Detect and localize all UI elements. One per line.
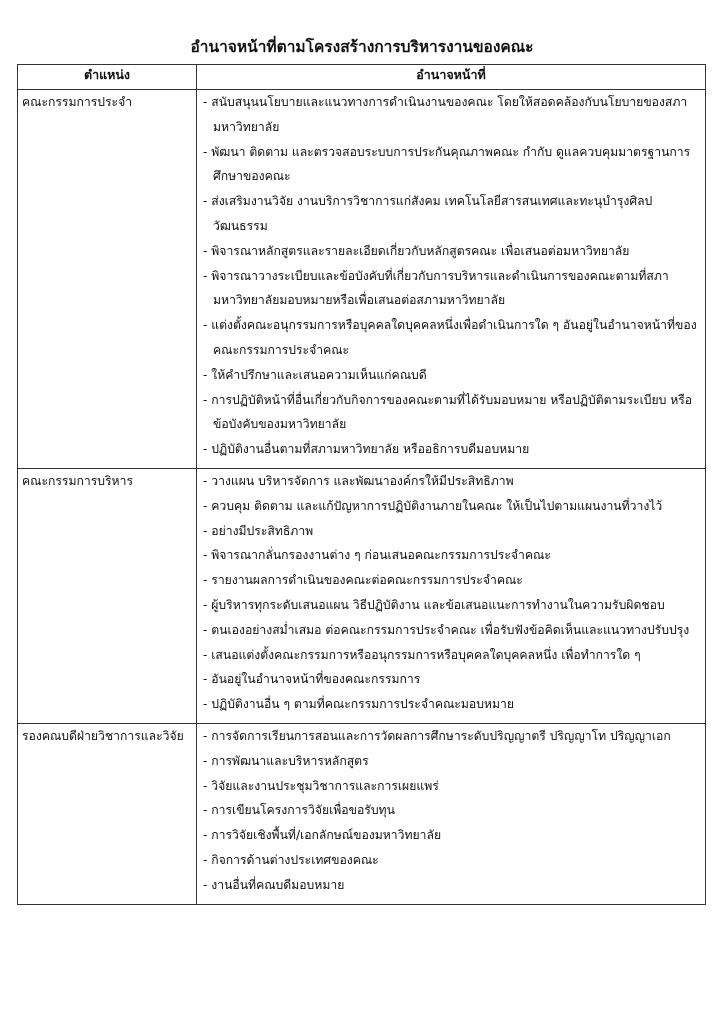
document-title: อำนาจหน้าที่ตามโครงสร้างการบริหารงานของคณะ <box>190 38 534 56</box>
header-duties: อำนาจหน้าที่ <box>197 65 706 90</box>
position-cell: รองคณบดีฝ่ายวิชาการและวิจัย <box>18 723 197 904</box>
table-row <box>18 468 706 723</box>
duty-item: - อันอยู่ในอำนาจหน้าที่ของคณะกรรมการ <box>203 672 421 687</box>
duties-table <box>17 64 706 905</box>
table-row <box>18 90 706 469</box>
duty-item: - ตนเองอย่างสม่ำเสมอ ต่อคณะกรรมการประจำคณะ เพื่อรับฟังข้อคิดเห็นและแนวทางปรับปรุง <box>203 622 690 637</box>
duty-item: - พิจารณาหลักสูตรและรายละเอียดเกี่ยวกับหลักสูตรคณะ เพื่อเสนอต่อมหาวิทยาลัย <box>203 243 630 258</box>
duty-item: - การจัดการเรียนการสอนและการวัดผลการศึกษาระดับปริญญาตรี ปริญญาโท ปริญญาเอก <box>203 728 671 743</box>
duty-item: - การวิจัยเชิงพื้นที่/เอกลักษณ์ของมหาวิทยาลัย <box>203 828 442 843</box>
duties-cell <box>197 90 706 469</box>
table-header-row <box>18 65 706 90</box>
duty-item: - กิจการด้านต่างประเทศของคณะ <box>203 852 379 867</box>
duty-item: - ควบคุม ติดตาม และแก้ปัญหาการปฏิบัติงานภายในคณะ ให้เป็นไปตามแผนงานที่วางไว้ <box>203 498 663 513</box>
duty-item: - พิจารณากลั่นกรองงานต่าง ๆ ก่อนเสนอคณะกรรมการประจำคณะ <box>203 548 551 563</box>
duty-item: - การปฏิบัติหน้าที่อื่นเกี่ยวกับกิจการของคณะตามที่ได้รับมอบหมาย หรือปฏิบัติตามระเบียบ หรือข้อบังคับของมหาวิทยาลัย <box>203 392 693 432</box>
duties-cell <box>197 723 706 904</box>
header-position: ตำแหน่ง <box>18 65 197 90</box>
duty-item: - พัฒนา ติดตาม และตรวจสอบระบบการประกันคุณภาพคณะ กำกับ ดูแลควบคุมมาตรฐานการศึกษาของคณะ <box>203 144 691 184</box>
duties-cell <box>197 468 706 723</box>
duty-item: - ให้คำปรึกษาและเสนอความเห็นแก่คณบดี <box>203 367 427 382</box>
table-row <box>18 723 706 904</box>
duty-item: - การเขียนโครงการวิจัยเพื่อขอรับทุน <box>203 803 395 818</box>
duty-item: - ปฏิบัติงานอื่น ๆ ตามที่คณะกรรมการประจำคณะมอบหมาย <box>203 697 514 712</box>
duty-item: - รายงานผลการดำเนินของคณะต่อคณะกรรมการประจำคณะ <box>203 573 523 588</box>
duty-item: - งานอื่นที่คณบดีมอบหมาย <box>203 877 345 892</box>
duty-item: - พิจารณาวางระเบียบและข้อบังคับที่เกี่ยวกับการบริหารและดำเนินการของคณะตามที่สภามหาวิทยาลัยมอบหมายหรือเพื่อเสนอต่อสภามหาวิทยาลัย <box>203 268 669 308</box>
duty-item: - แต่งตั้งคณะอนุกรรมการหรือบุคคลใดบุคคลหนึ่งเพื่อดำเนินการใด ๆ อันอยู่ในอำนาจหน้าที่ของคณะกรรมการประจำคณะ <box>203 318 697 357</box>
duty-item: - อย่างมีประสิทธิภาพ <box>203 523 314 538</box>
position-cell: คณะกรรมการบริหาร <box>18 468 197 723</box>
duty-item: - ผู้บริหารทุกระดับเสนอแผน วิธีปฏิบัติงาน และข้อเสนอแนะการทำงานในความรับผิดชอบ <box>203 597 665 612</box>
position-cell: คณะกรรมการประจำ <box>18 90 197 469</box>
duty-item: - วิจัยและงานประชุมวิชาการและการเผยแพร่ <box>203 778 439 793</box>
duty-item: - เสนอแต่งตั้งคณะกรรมการหรืออนุกรรมการหรือบุคคลใดบุคคลหนึ่ง เพื่อทำการใด ๆ <box>203 647 641 662</box>
duty-item: - การพัฒนาและบริหารหลักสูตร <box>203 753 369 768</box>
duty-item: - ปฏิบัติงานอื่นตามที่สภามหาวิทยาลัย หรืออธิการบดีมอบหมาย <box>203 442 530 457</box>
duty-item: - สนับสนุนนโยบายและแนวทางการดำเนินงานของคณะ โดยให้สอดคล้องกับนโยบายของสภามหาวิทยาลัย <box>203 95 688 134</box>
duty-item: - ส่งเสริมงานวิจัย งานบริการวิชาการแก่สังคม เทคโนโลยีสารสนเทศและทะนุบำรุงศิลปวัฒนธรรม <box>203 194 653 233</box>
duty-item: - วางแผน บริหารจัดการ และพัฒนาองค์กรให้มีประสิทธิภาพ <box>203 473 514 488</box>
